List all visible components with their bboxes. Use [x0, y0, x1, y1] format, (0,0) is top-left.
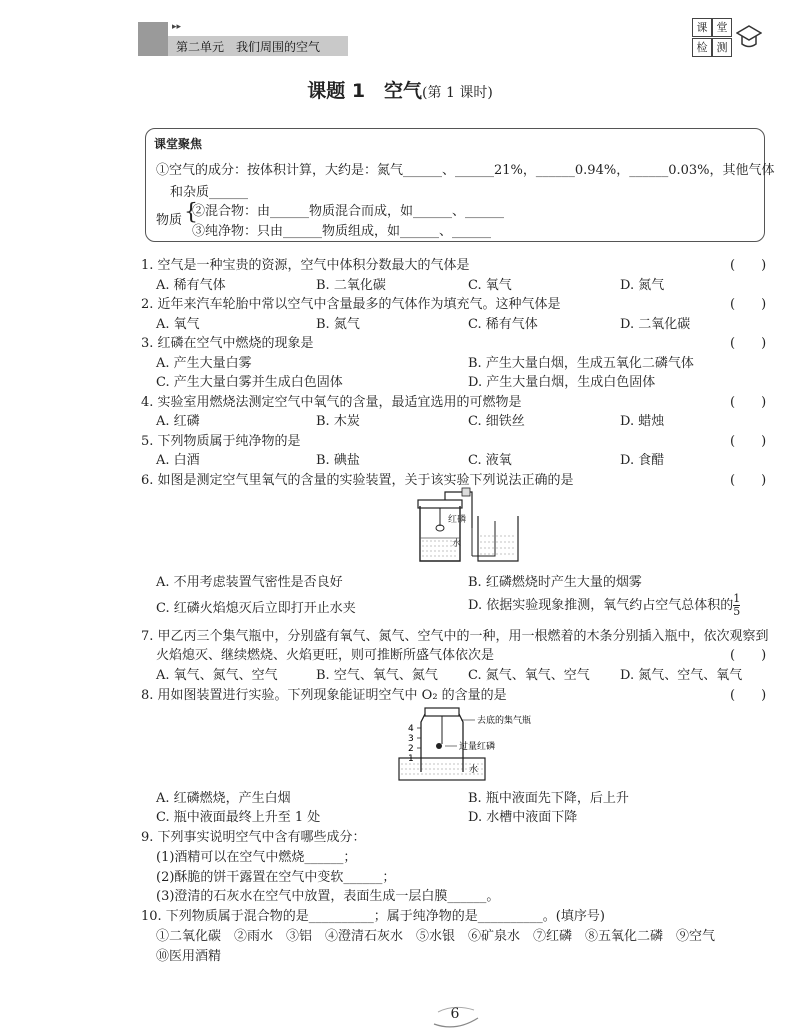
q2-option-d[interactable]: D. 二氧化碳 [620, 317, 691, 332]
focus-line-4: ③纯净物：只由______物质组成，如______、______ [192, 224, 492, 239]
q2-option-c[interactable]: C. 稀有气体 [468, 317, 538, 332]
graduation-cap-icon [736, 24, 762, 54]
question-7-stem: 7. 甲乙丙三个集气瓶中，分别盛有氧气、氮气、空气中的一种，用一根燃着的木条分别插入瓶中，依次观察到 [141, 629, 769, 644]
q7-option-a[interactable]: A. 氧气、氮气、空气 [156, 668, 278, 683]
q3-option-d[interactable]: D. 产生大量白烟，生成白色固体 [468, 375, 656, 390]
q9-item-3[interactable]: (3)澄清的石灰水在空气中放置，表面生成一层白膜______。 [156, 889, 500, 904]
unit-title: 第二单元 我们周围的空气 [176, 40, 321, 54]
question-6-stem: 6. 如图是测定空气里氧气的含量的实验装置，关于该实验下列说法正确的是 [141, 473, 574, 488]
lesson-title [0, 76, 800, 103]
question-4-stem: 4. 实验室用燃烧法测定空气中氧气的含量，最适宜选用的可燃物是 [141, 395, 522, 410]
q1-option-c[interactable]: C. 氧气 [468, 278, 512, 293]
q6-label-red-phosphorus: 红磷 [448, 515, 467, 525]
q3-option-a[interactable]: A. 产生大量白雾 [156, 356, 252, 371]
unit-banner [138, 22, 348, 56]
logo-char: 堂 [712, 18, 732, 37]
q4-option-c[interactable]: C. 细铁丝 [468, 414, 525, 429]
lesson-title-main: 课题 1 空气 [307, 80, 423, 102]
q10-items: ①二氧化碳 ②雨水 ③铝 ④澄清石灰水 ⑤水银 ⑥矿泉水 ⑦红磷 ⑧五氧化二磷 ⑨空气 [156, 929, 716, 944]
q8-option-c[interactable]: C. 瓶中液面最终上升至 1 处 [156, 810, 321, 825]
focus-line-3: ②混合物：由______物质混合而成，如______、______ [192, 204, 505, 219]
q1-option-a[interactable]: A. 稀有气体 [156, 278, 226, 293]
q6-option-d-text: D. 依据实验现象推测，氧气约占空气总体积的 [468, 598, 734, 613]
page-number: 6 [450, 1006, 460, 1022]
focus-line-1: ①空气的成分：按体积计算，大约是：氮气______、______21%，______0.94%，______0.03%，其他气体 [156, 163, 775, 178]
q8-option-a[interactable]: A. 红磷燃烧，产生白烟 [156, 791, 291, 806]
q6-label-water: 水 [452, 539, 462, 549]
q8-option-d[interactable]: D. 水槽中液面下降 [468, 810, 578, 825]
question-2-stem: 2. 近年来汽车轮胎中常以空气中含量最多的气体作为填充气。这种气体是 [141, 297, 561, 312]
q7-option-d[interactable]: D. 氮气、空气、氧气 [620, 668, 743, 683]
q8-mark-3: 3 [408, 734, 414, 744]
q4-option-a[interactable]: A. 红磷 [156, 414, 200, 429]
q8-mark-4: 4 [408, 724, 414, 734]
q2-option-b[interactable]: B. 氮气 [316, 317, 360, 332]
q5-option-c[interactable]: C. 液氧 [468, 453, 512, 468]
q8-mark-2: 2 [408, 744, 414, 754]
question-5-answer[interactable]: ( ) [730, 434, 767, 449]
q5-option-a[interactable]: A. 白酒 [156, 453, 200, 468]
fraction-denominator: 5 [733, 605, 741, 618]
q8-apparatus-figure [395, 700, 545, 784]
q9-item-2[interactable]: (2)酥脆的饼干露置在空气中变软______； [156, 870, 396, 885]
lesson-title-sub: (第 1 课时) [422, 85, 493, 101]
q6-option-a[interactable]: A. 不用考虑装置气密性是否良好 [156, 575, 343, 590]
q6-option-b[interactable]: B. 红磷燃烧时产生大量的烟雾 [468, 575, 642, 590]
question-9-stem: 9. 下列事实说明空气中含有哪些成分： [141, 830, 366, 845]
q5-option-d[interactable]: D. 食醋 [620, 453, 665, 468]
question-5-stem: 5. 下列物质属于纯净物的是 [141, 434, 301, 449]
question-7-answer[interactable]: ( ) [730, 648, 767, 663]
question-8-stem: 8. 用如图装置进行实验。下列现象能证明空气中 O₂ 的含量的是 [141, 688, 507, 703]
focus-brace: { [184, 200, 198, 225]
question-8-answer[interactable]: ( ) [730, 688, 767, 703]
q6-option-d[interactable] [468, 593, 740, 618]
q9-item-1[interactable]: (1)酒精可以在空气中燃烧______； [156, 850, 357, 865]
focus-label: 课堂聚焦 [154, 137, 203, 151]
question-7-stem-cont: 火焰熄灭、继续燃烧、火焰更旺，则可推断所盛气体依次是 [156, 648, 495, 663]
q8-label-bottle: 去底的集气瓶 [477, 716, 532, 726]
logo-char: 检 [692, 38, 712, 57]
focus-line-2: 和杂质______ [170, 185, 249, 200]
q7-option-b[interactable]: B. 空气、氧气、氮气 [316, 668, 438, 683]
question-3-answer[interactable]: ( ) [730, 336, 767, 351]
question-1-answer[interactable]: ( ) [730, 258, 767, 273]
q3-option-b[interactable]: B. 产生大量白烟，生成五氧化二磷气体 [468, 356, 694, 371]
question-3-stem: 3. 红磷在空气中燃烧的现象是 [141, 336, 314, 351]
q6-option-c[interactable]: C. 红磷火焰熄灭后立即打开止水夹 [156, 601, 356, 616]
q2-option-a[interactable]: A. 氧气 [156, 317, 200, 332]
logo-char: 测 [712, 38, 732, 57]
fraction-numerator: 1 [733, 592, 741, 605]
q8-option-b[interactable]: B. 瓶中液面先下降，后上升 [468, 791, 629, 806]
banner-block [138, 22, 168, 56]
q3-option-c[interactable]: C. 产生大量白雾并生成白色固体 [156, 375, 343, 390]
q1-option-b[interactable]: B. 二氧化碳 [316, 278, 386, 293]
question-1-stem: 1. 空气是一种宝贵的资源，空气中体积分数最大的气体是 [141, 258, 470, 273]
question-10-stem[interactable]: 10. 下列物质属于混合物的是__________；属于纯净物的是__________。(填序号) [141, 909, 605, 924]
q8-mark-1: 1 [408, 754, 414, 764]
q10-items-cont: ⑩医用酒精 [156, 949, 222, 964]
q4-option-b[interactable]: B. 木炭 [316, 414, 360, 429]
classroom-test-logo [692, 18, 764, 58]
banner-arrows: ▸▸ [172, 22, 182, 32]
logo-char: 课 [692, 18, 712, 37]
classroom-focus-box [145, 128, 775, 242]
focus-wuzhi: 物质 [156, 213, 183, 228]
q5-option-b[interactable]: B. 碘盐 [316, 453, 360, 468]
q8-label-phosphorus: 过量红磷 [459, 742, 496, 752]
q6-apparatus-figure [400, 486, 530, 566]
one-fifth-fraction [733, 593, 740, 618]
q4-option-d[interactable]: D. 蜡烛 [620, 414, 665, 429]
question-2-answer[interactable]: ( ) [730, 297, 767, 312]
question-6-answer[interactable]: ( ) [730, 473, 767, 488]
question-4-answer[interactable]: ( ) [730, 395, 767, 410]
q7-option-c[interactable]: C. 氮气、氧气、空气 [468, 668, 590, 683]
q8-label-water: 水 [469, 765, 479, 775]
q1-option-d[interactable]: D. 氮气 [620, 278, 665, 293]
